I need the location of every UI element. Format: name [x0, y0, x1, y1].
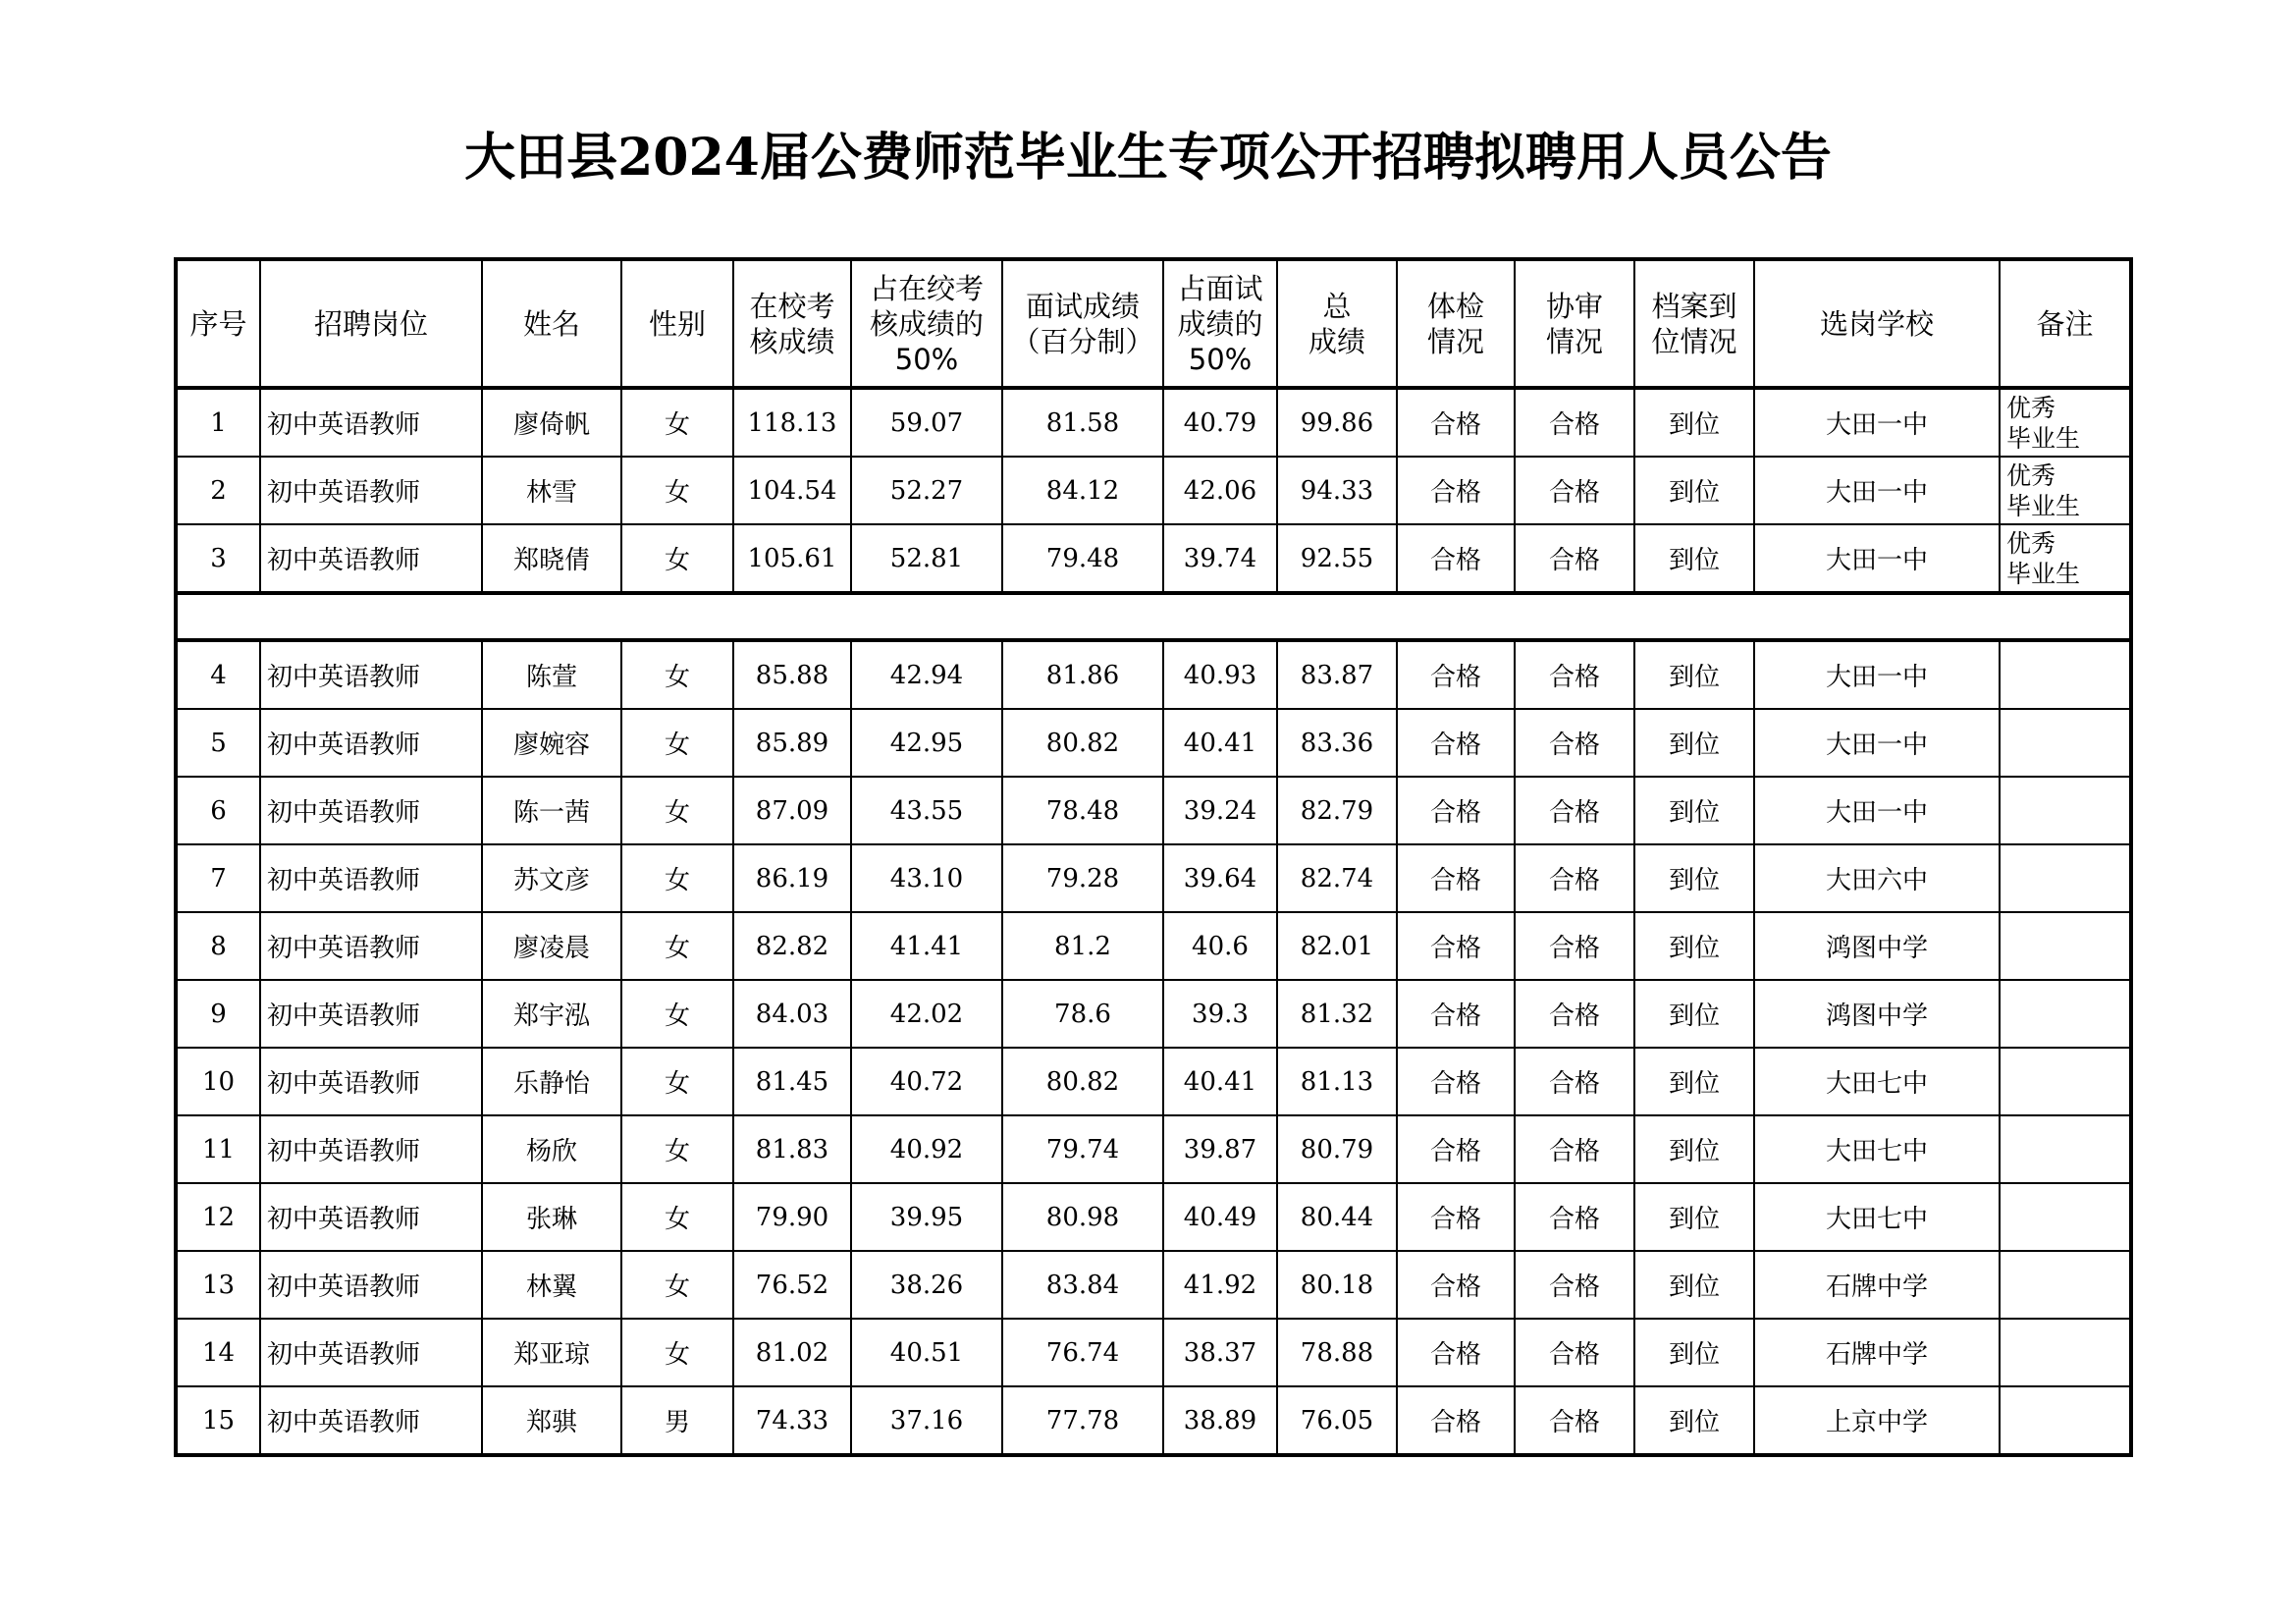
table-row [176, 1183, 2131, 1251]
cell-remark [2000, 1048, 2131, 1115]
cell-school-pct: 38.26 [851, 1251, 1002, 1319]
cell-seq: 3 [176, 524, 260, 593]
cell-name: 郑亚琼 [482, 1319, 621, 1386]
header-review-line1: 协审 [1545, 289, 1603, 323]
cell-school: 大田七中 [1754, 1183, 2000, 1251]
cell-school: 大田一中 [1754, 640, 2000, 709]
header-interview-line2: （百分制） [1011, 324, 1154, 358]
cell-seq: 6 [176, 777, 260, 844]
header-archive [1634, 259, 1754, 388]
cell-interview-pct: 39.74 [1163, 524, 1277, 593]
cell-archive: 到位 [1634, 1183, 1754, 1251]
cell-school-pct: 52.27 [851, 457, 1002, 524]
cell-review: 合格 [1515, 1386, 1634, 1455]
cell-total: 81.13 [1277, 1048, 1397, 1115]
header-total-line2: 成绩 [1308, 324, 1365, 358]
header-school-pct [851, 259, 1002, 388]
cell-total: 82.74 [1277, 844, 1397, 912]
header-school-score [733, 259, 851, 388]
cell-interview-pct: 40.79 [1163, 388, 1277, 457]
cell-remark [2000, 1115, 2131, 1183]
cell-remark-line1: 优秀 [2006, 460, 2056, 490]
cell-school-score: 87.09 [733, 777, 851, 844]
cell-seq: 8 [176, 912, 260, 980]
cell-school: 大田一中 [1754, 777, 2000, 844]
cell-school-pct: 52.81 [851, 524, 1002, 593]
cell-gender: 男 [621, 1386, 733, 1455]
cell-archive: 到位 [1634, 1251, 1754, 1319]
cell-school: 大田一中 [1754, 388, 2000, 457]
header-interview-pct-line3: 50% [1188, 342, 1253, 376]
cell-archive: 到位 [1634, 1319, 1754, 1386]
cell-school-score: 82.82 [733, 912, 851, 980]
header-seq: 序号 [176, 259, 260, 388]
cell-remark-line1: 优秀 [2006, 393, 2056, 422]
header-review-line2: 情况 [1545, 324, 1603, 358]
cell-interview-pct: 42.06 [1163, 457, 1277, 524]
cell-seq: 10 [176, 1048, 260, 1115]
table-row [176, 1048, 2131, 1115]
cell-interview-pct: 41.92 [1163, 1251, 1277, 1319]
cell-interview: 81.58 [1002, 388, 1163, 457]
table-row [176, 912, 2131, 980]
header-name: 姓名 [482, 259, 621, 388]
cell-total: 94.33 [1277, 457, 1397, 524]
cell-name: 苏文彦 [482, 844, 621, 912]
cell-school-score: 81.45 [733, 1048, 851, 1115]
cell-review: 合格 [1515, 912, 1634, 980]
cell-physical: 合格 [1397, 980, 1515, 1048]
cell-school-score: 76.52 [733, 1251, 851, 1319]
cell-post: 初中英语教师 [260, 912, 482, 980]
cell-interview: 77.78 [1002, 1386, 1163, 1455]
cell-archive: 到位 [1634, 1115, 1754, 1183]
cell-review: 合格 [1515, 524, 1634, 593]
cell-seq: 15 [176, 1386, 260, 1455]
cell-review: 合格 [1515, 1319, 1634, 1386]
cell-interview: 80.98 [1002, 1183, 1163, 1251]
cell-school-pct: 39.95 [851, 1183, 1002, 1251]
cell-remark-line2: 毕业生 [2006, 491, 2081, 520]
header-school-score-line2: 核成绩 [749, 324, 835, 358]
header-post: 招聘岗位 [260, 259, 482, 388]
cell-post: 初中英语教师 [260, 709, 482, 777]
cell-name: 杨欣 [482, 1115, 621, 1183]
header-review [1515, 259, 1634, 388]
cell-school: 石牌中学 [1754, 1251, 2000, 1319]
cell-school: 大田七中 [1754, 1048, 2000, 1115]
table-row [176, 388, 2131, 457]
cell-post: 初中英语教师 [260, 640, 482, 709]
cell-remark [2000, 1386, 2131, 1455]
cell-physical: 合格 [1397, 1319, 1515, 1386]
cell-school-pct: 42.95 [851, 709, 1002, 777]
cell-school-score: 79.90 [733, 1183, 851, 1251]
cell-school: 大田六中 [1754, 844, 2000, 912]
roster-body [176, 388, 2131, 1455]
cell-total: 76.05 [1277, 1386, 1397, 1455]
cell-school-pct: 43.55 [851, 777, 1002, 844]
table-row [176, 1319, 2131, 1386]
cell-school-pct: 59.07 [851, 388, 1002, 457]
cell-gender: 女 [621, 524, 733, 593]
cell-archive: 到位 [1634, 844, 1754, 912]
cell-name: 郑骐 [482, 1386, 621, 1455]
cell-total: 92.55 [1277, 524, 1397, 593]
cell-seq: 12 [176, 1183, 260, 1251]
cell-interview: 79.48 [1002, 524, 1163, 593]
cell-gender: 女 [621, 844, 733, 912]
cell-total: 83.87 [1277, 640, 1397, 709]
cell-school-pct: 42.02 [851, 980, 1002, 1048]
cell-interview-pct: 39.3 [1163, 980, 1277, 1048]
cell-archive: 到位 [1634, 709, 1754, 777]
document-title: 大田县2024届公费师范毕业生专项公开招聘拟聘用人员公告 [464, 128, 1832, 188]
cell-total: 80.18 [1277, 1251, 1397, 1319]
cell-physical: 合格 [1397, 1048, 1515, 1115]
cell-physical: 合格 [1397, 844, 1515, 912]
cell-school: 石牌中学 [1754, 1319, 2000, 1386]
cell-interview-pct: 38.89 [1163, 1386, 1277, 1455]
cell-interview: 84.12 [1002, 457, 1163, 524]
cell-school: 大田一中 [1754, 524, 2000, 593]
cell-remark [2000, 777, 2131, 844]
cell-review: 合格 [1515, 980, 1634, 1048]
cell-physical: 合格 [1397, 457, 1515, 524]
cell-seq: 5 [176, 709, 260, 777]
header-physical-line2: 情况 [1426, 324, 1484, 358]
cell-gender: 女 [621, 1183, 733, 1251]
table-row [176, 980, 2131, 1048]
cell-total: 80.79 [1277, 1115, 1397, 1183]
cell-school-pct: 40.72 [851, 1048, 1002, 1115]
cell-total: 82.79 [1277, 777, 1397, 844]
cell-remark [2000, 709, 2131, 777]
header-remark: 备注 [2000, 259, 2131, 388]
cell-school-score: 74.33 [733, 1386, 851, 1455]
table-row [176, 844, 2131, 912]
cell-post: 初中英语教师 [260, 1251, 482, 1319]
cell-name: 郑晓倩 [482, 524, 621, 593]
cell-interview: 79.28 [1002, 844, 1163, 912]
cell-gender: 女 [621, 1115, 733, 1183]
cell-remark [2000, 980, 2131, 1048]
cell-gender: 女 [621, 912, 733, 980]
cell-gender: 女 [621, 1048, 733, 1115]
header-interview [1002, 259, 1163, 388]
cell-school-score: 86.19 [733, 844, 851, 912]
cell-interview: 80.82 [1002, 709, 1163, 777]
cell-seq: 7 [176, 844, 260, 912]
cell-remark [2000, 1319, 2131, 1386]
header-total [1277, 259, 1397, 388]
cell-review: 合格 [1515, 640, 1634, 709]
cell-physical: 合格 [1397, 912, 1515, 980]
cell-archive: 到位 [1634, 388, 1754, 457]
cell-school-pct: 40.51 [851, 1319, 1002, 1386]
cell-gender: 女 [621, 640, 733, 709]
cell-interview: 76.74 [1002, 1319, 1163, 1386]
cell-interview: 78.6 [1002, 980, 1163, 1048]
cell-review: 合格 [1515, 1115, 1634, 1183]
cell-archive: 到位 [1634, 980, 1754, 1048]
cell-interview: 81.86 [1002, 640, 1163, 709]
cell-seq: 13 [176, 1251, 260, 1319]
header-physical [1397, 259, 1515, 388]
header-physical-line1: 体检 [1426, 289, 1484, 323]
cell-remark [2000, 844, 2131, 912]
cell-review: 合格 [1515, 1251, 1634, 1319]
cell-post: 初中英语教师 [260, 388, 482, 457]
cell-post: 初中英语教师 [260, 777, 482, 844]
cell-gender: 女 [621, 1251, 733, 1319]
cell-archive: 到位 [1634, 524, 1754, 593]
cell-school-score: 118.13 [733, 388, 851, 457]
cell-name: 廖凌晨 [482, 912, 621, 980]
cell-post: 初中英语教师 [260, 1319, 482, 1386]
cell-physical: 合格 [1397, 709, 1515, 777]
table-row [176, 1115, 2131, 1183]
cell-school: 鸿图中学 [1754, 912, 2000, 980]
cell-school-pct: 41.41 [851, 912, 1002, 980]
cell-interview: 83.84 [1002, 1251, 1163, 1319]
header-gender: 性别 [621, 259, 733, 388]
cell-gender: 女 [621, 980, 733, 1048]
cell-review: 合格 [1515, 1183, 1634, 1251]
cell-review: 合格 [1515, 709, 1634, 777]
table-row [176, 524, 2131, 593]
cell-archive: 到位 [1634, 912, 1754, 980]
cell-interview-pct: 39.64 [1163, 844, 1277, 912]
cell-name: 郑宇泓 [482, 980, 621, 1048]
cell-interview-pct: 40.41 [1163, 1048, 1277, 1115]
cell-seq: 9 [176, 980, 260, 1048]
cell-interview: 78.48 [1002, 777, 1163, 844]
cell-seq: 4 [176, 640, 260, 709]
cell-total: 80.44 [1277, 1183, 1397, 1251]
header-school-pct-line2: 核成绩的 [869, 306, 984, 341]
cell-remark [2000, 1251, 2131, 1319]
header-interview-pct-line1: 占面试 [1177, 271, 1263, 305]
cell-school: 大田一中 [1754, 457, 2000, 524]
cell-school-pct: 42.94 [851, 640, 1002, 709]
table-row [176, 640, 2131, 709]
cell-school-score: 85.89 [733, 709, 851, 777]
cell-archive: 到位 [1634, 1048, 1754, 1115]
cell-total: 81.32 [1277, 980, 1397, 1048]
cell-seq: 2 [176, 457, 260, 524]
blank-separator-row [176, 593, 2131, 640]
cell-interview-pct: 40.6 [1163, 912, 1277, 980]
cell-school: 上京中学 [1754, 1386, 2000, 1455]
cell-total: 82.01 [1277, 912, 1397, 980]
header-total-line1: 总 [1322, 289, 1352, 323]
cell-school-score: 81.02 [733, 1319, 851, 1386]
cell-remark [2000, 457, 2131, 524]
cell-remark-line2: 毕业生 [2006, 423, 2081, 453]
cell-name: 林翼 [482, 1251, 621, 1319]
blank-separator-cell [176, 593, 2131, 640]
cell-remark [2000, 912, 2131, 980]
cell-post: 初中英语教师 [260, 524, 482, 593]
cell-seq: 11 [176, 1115, 260, 1183]
cell-gender: 女 [621, 388, 733, 457]
table-row [176, 1386, 2131, 1455]
cell-remark [2000, 1183, 2131, 1251]
cell-post: 初中英语教师 [260, 1183, 482, 1251]
cell-name: 乐静怡 [482, 1048, 621, 1115]
cell-school-score: 81.83 [733, 1115, 851, 1183]
cell-review: 合格 [1515, 844, 1634, 912]
cell-interview-pct: 39.87 [1163, 1115, 1277, 1183]
header-school: 选岗学校 [1754, 259, 2000, 388]
cell-remark [2000, 640, 2131, 709]
cell-physical: 合格 [1397, 1386, 1515, 1455]
cell-physical: 合格 [1397, 640, 1515, 709]
table-row [176, 457, 2131, 524]
cell-archive: 到位 [1634, 640, 1754, 709]
cell-gender: 女 [621, 1319, 733, 1386]
cell-physical: 合格 [1397, 1183, 1515, 1251]
cell-gender: 女 [621, 457, 733, 524]
cell-archive: 到位 [1634, 1386, 1754, 1455]
cell-post: 初中英语教师 [260, 844, 482, 912]
header-row [176, 259, 2131, 388]
cell-school: 大田一中 [1754, 709, 2000, 777]
cell-physical: 合格 [1397, 524, 1515, 593]
cell-post: 初中英语教师 [260, 980, 482, 1048]
cell-school-score: 84.03 [733, 980, 851, 1048]
header-school-score-line1: 在校考 [749, 289, 835, 323]
cell-school: 鸿图中学 [1754, 980, 2000, 1048]
header-interview-pct-line2: 成绩的 [1177, 306, 1263, 341]
cell-interview: 80.82 [1002, 1048, 1163, 1115]
cell-review: 合格 [1515, 388, 1634, 457]
cell-remark [2000, 524, 2131, 593]
cell-interview-pct: 39.24 [1163, 777, 1277, 844]
cell-interview-pct: 40.41 [1163, 709, 1277, 777]
cell-interview-pct: 40.49 [1163, 1183, 1277, 1251]
cell-post: 初中英语教师 [260, 1048, 482, 1115]
cell-post: 初中英语教师 [260, 1115, 482, 1183]
cell-school-score: 105.61 [733, 524, 851, 593]
table-row [176, 1251, 2131, 1319]
cell-total: 99.86 [1277, 388, 1397, 457]
cell-seq: 14 [176, 1319, 260, 1386]
cell-total: 83.36 [1277, 709, 1397, 777]
cell-archive: 到位 [1634, 457, 1754, 524]
cell-name: 林雪 [482, 457, 621, 524]
header-school-pct-line3: 50% [894, 342, 959, 376]
cell-seq: 1 [176, 388, 260, 457]
header-archive-line1: 档案到 [1651, 289, 1737, 323]
cell-archive: 到位 [1634, 777, 1754, 844]
cell-gender: 女 [621, 709, 733, 777]
header-interview-line1: 面试成绩 [1025, 289, 1140, 323]
cell-school-pct: 43.10 [851, 844, 1002, 912]
header-school-pct-line1: 占在绞考 [869, 271, 984, 305]
cell-school-score: 104.54 [733, 457, 851, 524]
cell-school: 大田七中 [1754, 1115, 2000, 1183]
cell-school-pct: 37.16 [851, 1386, 1002, 1455]
header-archive-line2: 位情况 [1651, 324, 1737, 358]
table-row [176, 709, 2131, 777]
cell-remark-line2: 毕业生 [2006, 559, 2081, 588]
hiring-roster-table [174, 257, 2133, 1457]
cell-total: 78.88 [1277, 1319, 1397, 1386]
cell-physical: 合格 [1397, 1251, 1515, 1319]
cell-review: 合格 [1515, 457, 1634, 524]
cell-interview-pct: 40.93 [1163, 640, 1277, 709]
cell-interview-pct: 38.37 [1163, 1319, 1277, 1386]
cell-post: 初中英语教师 [260, 1386, 482, 1455]
cell-name: 廖婉容 [482, 709, 621, 777]
cell-physical: 合格 [1397, 777, 1515, 844]
cell-remark [2000, 388, 2131, 457]
cell-interview: 79.74 [1002, 1115, 1163, 1183]
cell-review: 合格 [1515, 1048, 1634, 1115]
cell-post: 初中英语教师 [260, 457, 482, 524]
cell-gender: 女 [621, 777, 733, 844]
cell-name: 廖倚帆 [482, 388, 621, 457]
cell-name: 陈萱 [482, 640, 621, 709]
table-row [176, 777, 2131, 844]
cell-physical: 合格 [1397, 388, 1515, 457]
cell-interview: 81.2 [1002, 912, 1163, 980]
cell-remark-line1: 优秀 [2006, 528, 2056, 558]
cell-name: 陈一茜 [482, 777, 621, 844]
cell-school-pct: 40.92 [851, 1115, 1002, 1183]
cell-name: 张琳 [482, 1183, 621, 1251]
header-interview-pct [1163, 259, 1277, 388]
cell-review: 合格 [1515, 777, 1634, 844]
cell-physical: 合格 [1397, 1115, 1515, 1183]
cell-school-score: 85.88 [733, 640, 851, 709]
